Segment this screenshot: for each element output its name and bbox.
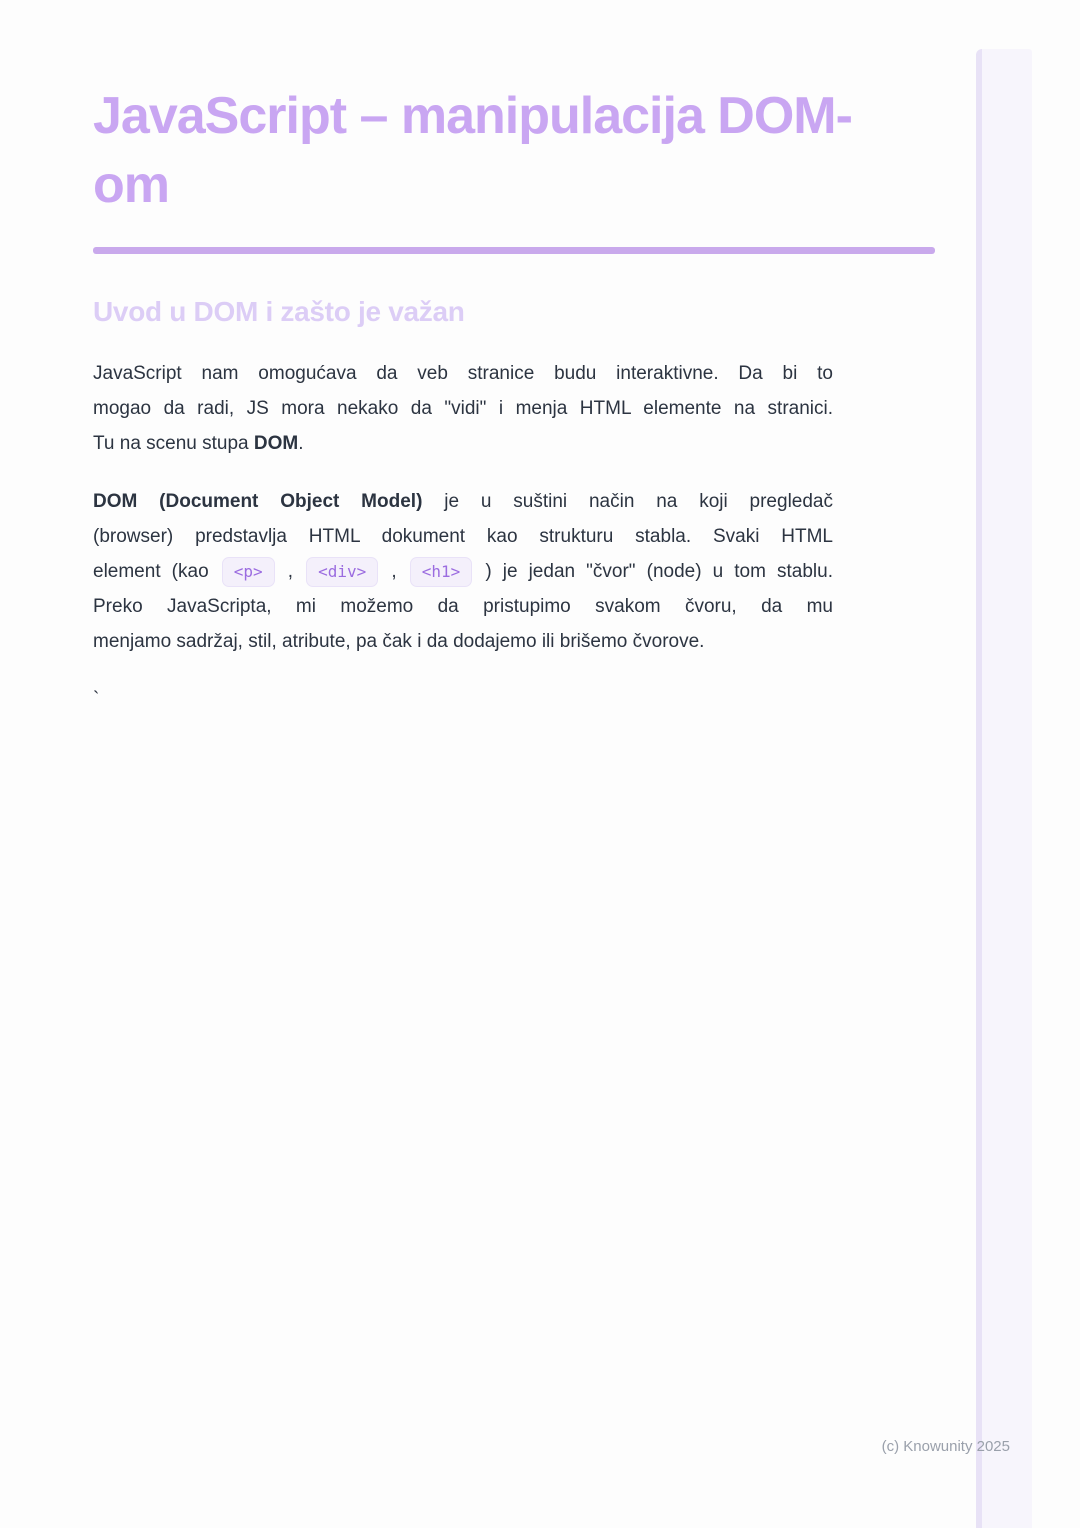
right-side-strip xyxy=(976,49,1032,1528)
copyright-footer: (c) Knowunity 2025 xyxy=(881,1438,1010,1455)
text-segment: Tu na scenu stupa xyxy=(93,433,254,454)
text-line xyxy=(93,682,833,717)
text-line xyxy=(93,391,833,426)
text-line xyxy=(93,589,833,624)
code-chip: <h1> xyxy=(410,557,473,587)
text-segment: DOM (Document Object Model) xyxy=(93,491,423,512)
text-segment: , xyxy=(380,561,408,582)
paragraph xyxy=(93,356,833,461)
text-segment: ` xyxy=(93,689,100,710)
text-line xyxy=(93,484,833,519)
text-line xyxy=(93,426,833,461)
text-line xyxy=(93,356,833,391)
title-divider xyxy=(93,247,935,254)
paragraphs xyxy=(93,356,833,740)
text-line xyxy=(93,624,833,659)
text-line xyxy=(93,554,833,589)
text-segment: , xyxy=(276,561,305,582)
paragraph xyxy=(93,484,833,659)
text-segment: . xyxy=(298,433,304,454)
text-segment: element (kao xyxy=(93,561,220,582)
text-segment: menjamo sadržaj, stil, atribute, pa čak i da dodajemo ili brišemo čvorove. xyxy=(93,631,705,652)
section-heading: Uvod u DOM i zašto je važan xyxy=(93,296,465,327)
text-segment: (browser) predstavlja HTML dokument kao strukturu stabla. Svaki HTML xyxy=(93,526,833,547)
text-segment: ) je jedan "čvor" (node) u tom stablu. xyxy=(474,561,834,582)
text-segment: je u suštini način na koji pregledač xyxy=(422,491,833,512)
text-segment: JavaScript nam omogućava da veb stranice budu interaktivne. Da bi to xyxy=(93,363,833,384)
code-chip: <p> xyxy=(222,557,275,587)
text-line xyxy=(93,519,833,554)
text-segment: Preko JavaScripta, mi možemo da pristupimo svakom čvoru, da mu xyxy=(93,596,833,617)
paragraph xyxy=(93,682,833,717)
code-chip: <div> xyxy=(306,557,378,587)
text-segment: mogao da radi, JS mora nekako da "vidi" i menja HTML elemente na stranici. xyxy=(93,398,833,419)
text-segment: DOM xyxy=(253,433,299,454)
page-title: JavaScript – manipulacija DOM-om xyxy=(93,87,852,214)
